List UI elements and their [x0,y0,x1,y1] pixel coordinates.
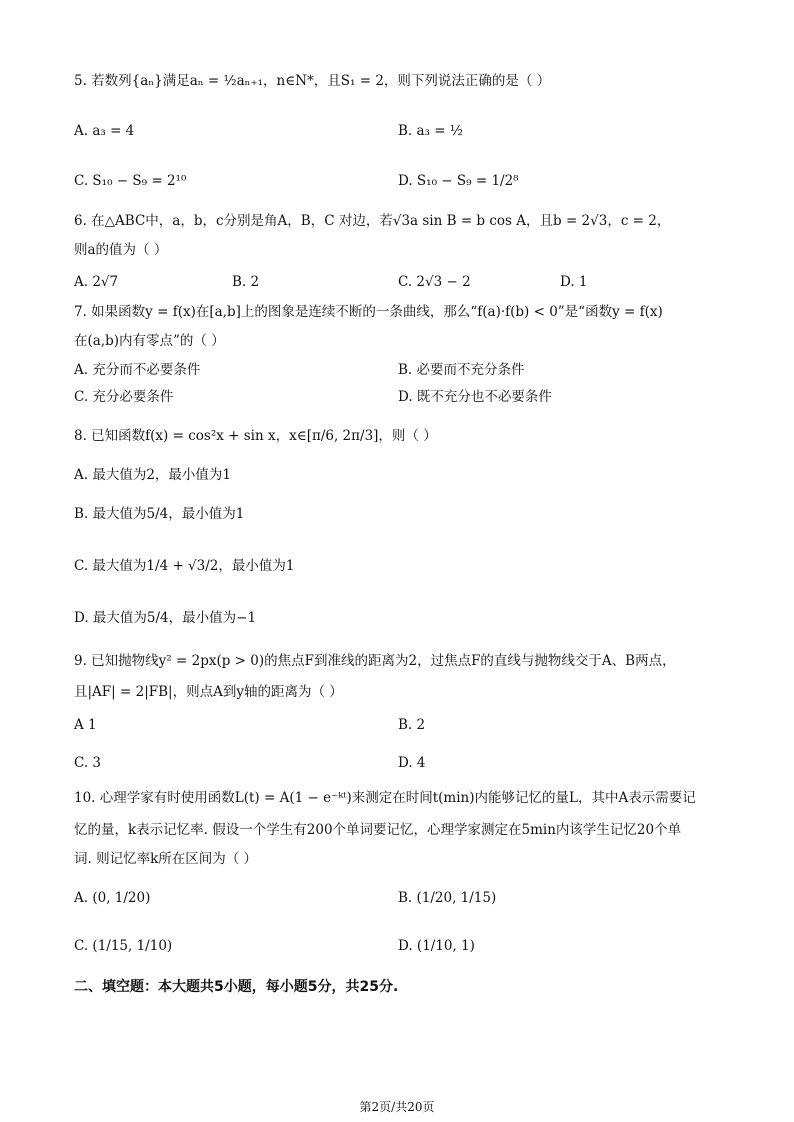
q6-stem-line2: 则a的值为（ ） [74,242,168,258]
q7-stem-line1: 7. 如果函数y = f(x)在[a,b]上的图象是连续不断的一条曲线，那么“f(a)·f(b) < 0”是“函数y = f(x) [74,304,663,320]
q10-option-b: B. (1/20, 1/15) [398,890,497,906]
q6-stem-line1: 6. 在△ABC中，a，b，c分别是角A，B，C 对边，若√3a sin B = b cos A，且b = 2√3，c = 2， [74,213,671,229]
q9-option-a: A 1 [74,717,97,733]
q5-option-c: C. S₁₀ − S₉ = 2¹⁰ [74,173,187,189]
q5-option-b: B. a₃ = ½ [398,123,463,139]
q8-option-a: A. 最大值为2，最小值为1 [74,467,232,483]
q7-option-b: B. 必要而不充分条件 [398,362,525,378]
q7-stem-line2: 在(a,b)内有零点”的（ ） [74,333,225,349]
q6-option-a: A. 2√7 [74,274,119,290]
q10-option-c: C. (1/15, 1/10) [74,938,173,954]
q8-option-c: C. 最大值为1/4 + √3/2，最小值为1 [74,558,295,574]
q6-option-b: B. 2 [232,274,260,290]
q9-option-c: C. 3 [74,755,102,771]
q5-option-d: D. S₁₀ − S₉ = 1/2⁸ [398,173,519,189]
q6-option-d: D. 1 [560,274,588,290]
q10-option-d: D. (1/10, 1) [398,938,475,954]
q5-option-a: A. a₃ = 4 [74,123,135,139]
q9-stem-line2: 且|AF| = 2|FB|，则点A到y轴的距离为（ ） [74,684,343,700]
q8-option-b: B. 最大值为5/4，最小值为1 [74,506,245,522]
q10-stem-line3: 词. 则记忆率k所在区间为（ ） [74,851,258,867]
q6-option-c: C. 2√3 − 2 [398,274,471,290]
q5-stem: 5. 若数列{aₙ}满足aₙ = ½aₙ₊₁，n∈N*，且S₁ = 2，则下列说法正确的是（ ） [74,73,551,89]
q10-option-a: A. (0, 1/20) [74,890,151,906]
q9-stem-line1: 9. 已知抛物线y² = 2px(p > 0)的焦点F到准线的距离为2，过焦点F的直线与抛物线交于A、B两点， [74,653,676,669]
q8-stem: 8. 已知函数f(x) = cos²x + sin x，x∈[π/6, 2π/3]，则（ ） [74,428,437,444]
q7-option-d: D. 既不充分也不必要条件 [398,389,552,405]
q10-stem-line2: 忆的量，k表示记忆率. 假设一个学生有200个单词要记忆，心理学家测定在5min内该学生记忆20个单 [74,822,682,838]
q9-option-b: B. 2 [398,717,426,733]
q7-option-c: C. 充分必要条件 [74,389,174,405]
q7-option-a: A. 充分而不必要条件 [74,362,201,378]
page-footer: 第2页/共20页 [359,1100,435,1114]
section-heading-fill-in: 二、填空题：本大题共5小题，每小题5分，共25分. [74,979,399,995]
q9-option-d: D. 4 [398,755,426,771]
q10-stem-line1: 10. 心理学家有时使用函数L(t) = A(1 − e⁻ᵏᵗ)来测定在时间t(min)内能够记忆的量L，其中A表示需要记 [74,790,696,806]
q8-option-d: D. 最大值为5/4，最小值为−1 [74,610,257,626]
